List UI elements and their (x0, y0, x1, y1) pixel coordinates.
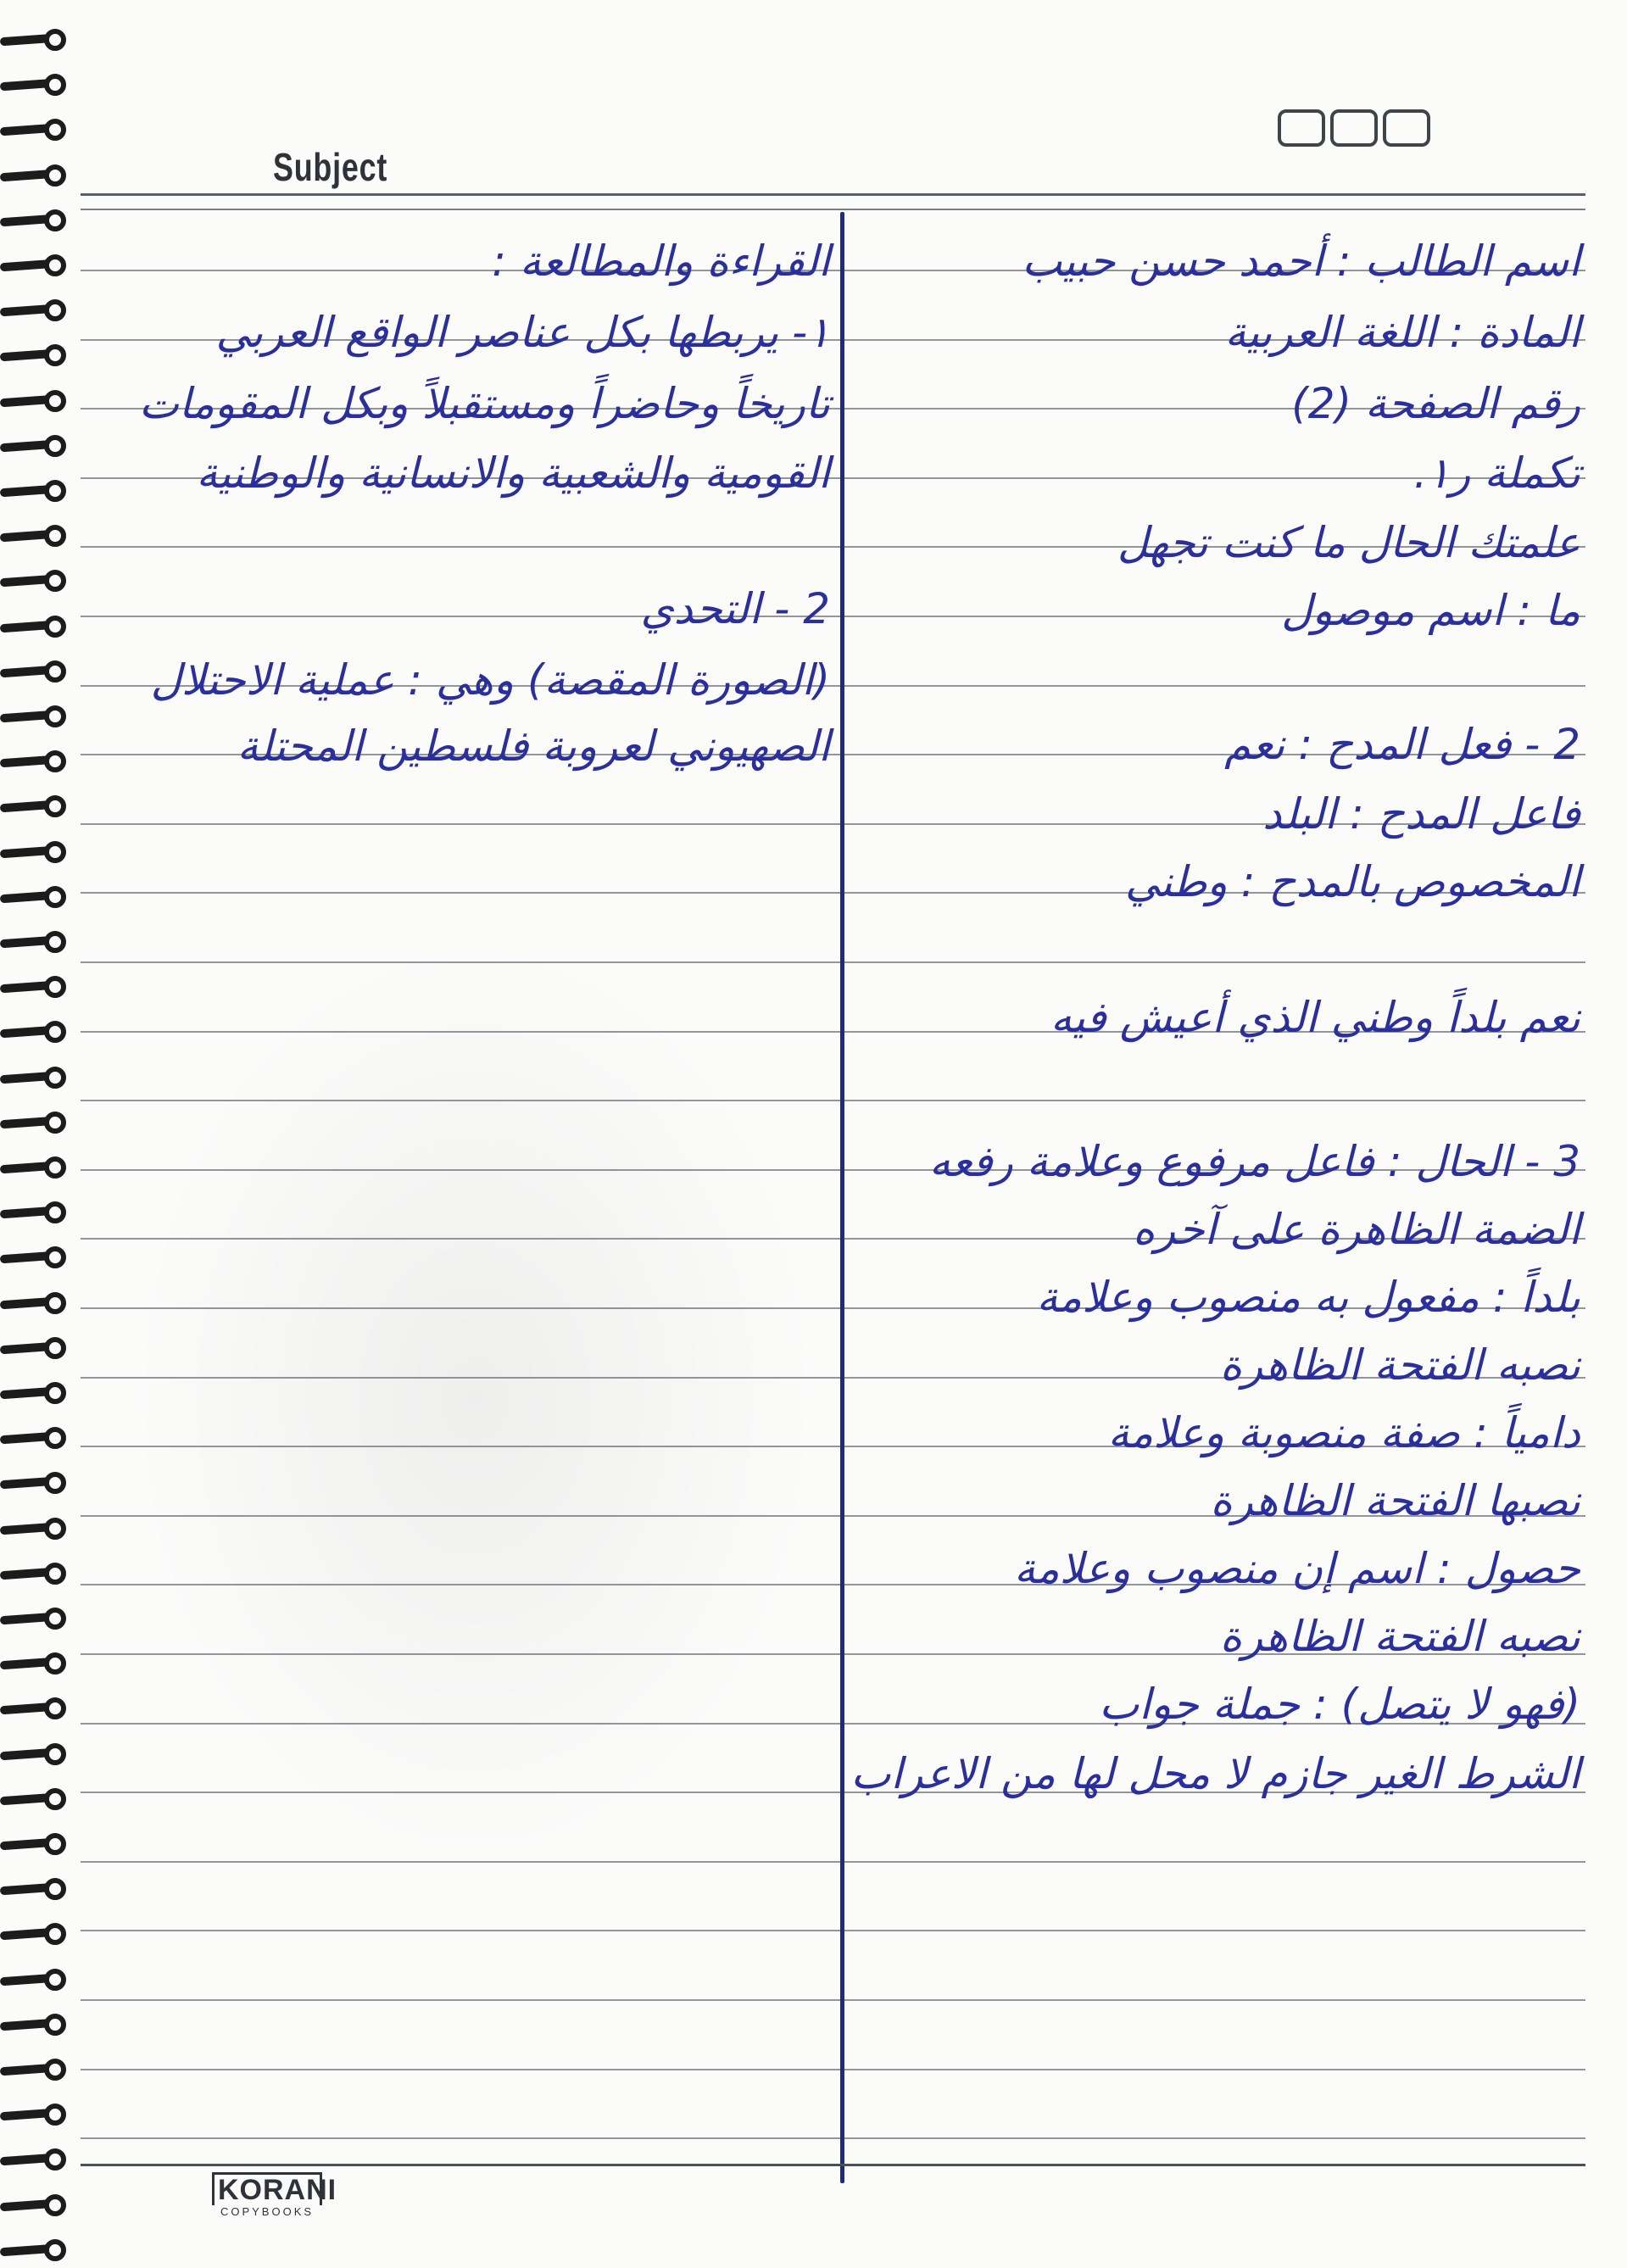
brand-logo (212, 2172, 337, 2225)
spiral-ring (0, 1559, 71, 1588)
spiral-hole (44, 1743, 66, 1765)
right-line-page-number: رقم الصفحة (2) (1291, 379, 1580, 428)
ruled-line (81, 1999, 1585, 2001)
spiral-ring (0, 2010, 71, 2039)
spiral-hole (44, 525, 66, 547)
spiral-ring (0, 1468, 71, 1497)
spiral-hole (44, 435, 66, 457)
spiral-hole (44, 254, 66, 276)
spiral-hole (44, 1156, 66, 1179)
spiral-hole (44, 1518, 66, 1540)
right-line-answer-1: ما : اسم موصول (1281, 586, 1580, 635)
header-rule-secondary (81, 209, 1585, 210)
spiral-ring (0, 1740, 71, 1769)
spiral-hole (44, 2148, 66, 2170)
spiral-hole (44, 705, 66, 727)
spiral-hole (44, 299, 66, 321)
spiral-ring (0, 1694, 71, 1723)
spiral-hole (44, 1472, 66, 1494)
right-line-student-name: اسم الطالب : أحمد حسن حبيب (1022, 237, 1580, 286)
spiral-hole (44, 1969, 66, 1991)
spiral-ring (0, 2145, 71, 2174)
spiral-ring (0, 566, 71, 595)
spiral-hole (44, 1337, 66, 1359)
spiral-hole (44, 164, 66, 187)
spiral-hole (44, 2239, 66, 2261)
spiral-ring (0, 972, 71, 1001)
spiral-hole (44, 1697, 66, 1719)
spiral-ring (0, 1063, 71, 1092)
spiral-ring (0, 521, 71, 550)
spiral-ring (0, 928, 71, 956)
ruled-line (81, 2137, 1585, 2139)
spiral-hole (44, 976, 66, 998)
spiral-hole (44, 390, 66, 412)
spiral-ring (0, 792, 71, 821)
spiral-ring (0, 206, 71, 235)
spiral-ring (0, 702, 71, 731)
right-line-answer-3a: 3 - الحال : فاعل مرفوع وعلامة رفعه (928, 1137, 1580, 1186)
spiral-hole (44, 660, 66, 683)
spiral-hole (44, 841, 66, 863)
right-line-answer-2a: 2 - فعل المدح : نعم (1224, 720, 1580, 769)
right-line-answer-3e: دامياً : صفة منصوبة وعلامة (1107, 1408, 1580, 1457)
spiral-hole (44, 1382, 66, 1404)
spiral-ring (0, 25, 71, 54)
spiral-ring (0, 2236, 71, 2265)
spiral-hole (44, 886, 66, 908)
spiral-ring (0, 476, 71, 505)
spiral-hole (44, 2104, 66, 2126)
spiral-ring (0, 1424, 71, 1452)
spiral-ring (0, 1649, 71, 1678)
spiral-ring (0, 2055, 71, 2084)
right-line-answer-3i: (فهو لا يتصل) : جملة جواب (1099, 1680, 1580, 1729)
spiral-hole (44, 616, 66, 638)
spiral-hole (44, 2059, 66, 2081)
right-line-answer-3h: نصبه الفتحة الظاهرة (1219, 1612, 1580, 1661)
spiral-ring (0, 1198, 71, 1227)
spiral-ring (0, 1830, 71, 1858)
right-line-continuation: تكملة ر١. (1413, 449, 1580, 498)
spiral-ring (0, 1920, 71, 1948)
spiral-hole (44, 1021, 66, 1043)
left-line-4: القومية والشعبية والانسانية والوطنية (196, 449, 830, 498)
spiral-ring (0, 1334, 71, 1362)
spiral-hole (44, 344, 66, 366)
date-box-year (1383, 109, 1430, 147)
spiral-hole (44, 209, 66, 231)
ruled-line (81, 2069, 1585, 2070)
right-line-sentence-1: علمتك الحال ما كنت تجهل (1117, 518, 1580, 567)
spiral-ring (0, 1243, 71, 1272)
spiral-ring (0, 251, 71, 280)
spiral-ring (0, 115, 71, 144)
spiral-ring (0, 1153, 71, 1182)
right-line-answer-3b: الضمة الظاهرة على آخره (1132, 1205, 1580, 1254)
left-line-7: الصهيوني لعروبة فلسطين المحتلة (237, 722, 830, 771)
right-line-answer-2c: المخصوص بالمدح : وطني (1125, 857, 1580, 906)
spiral-hole (44, 750, 66, 772)
subject-label: Subject (273, 145, 388, 189)
spiral-hole (44, 2014, 66, 2036)
spiral-hole (44, 1608, 66, 1630)
left-line-1-heading: القراءة والمطالعة : (492, 237, 830, 286)
spiral-hole (44, 119, 66, 141)
spiral-ring (0, 1875, 71, 1903)
brand-name: KORANI (212, 2172, 322, 2205)
right-line-sentence-2: نعم بلداً وطني الذي أعيش فيه (1050, 993, 1580, 1042)
brand-tagline: COPYBOOKS (220, 2205, 315, 2218)
spiral-hole (44, 795, 66, 817)
right-line-answer-3j: الشرط الغير جازم لا محل لها من الاعراب (850, 1749, 1580, 1798)
right-line-subject: المادة : اللغة العربية (1224, 308, 1580, 357)
spiral-ring (0, 1379, 71, 1407)
spiral-hole (44, 1427, 66, 1449)
spiral-ring (0, 1514, 71, 1543)
bleed-through-shadow (127, 933, 822, 1865)
ruled-line (81, 1861, 1585, 1863)
right-line-answer-3c: بلداً : مفعول به منصوب وعلامة (1036, 1273, 1580, 1322)
right-line-answer-2b: فاعل المدح : البلد (1262, 789, 1580, 839)
spiral-hole (44, 1201, 66, 1223)
spiral-ring (0, 747, 71, 776)
spiral-hole (44, 1923, 66, 1945)
right-line-answer-3d: نصبه الفتحة الظاهرة (1219, 1340, 1580, 1390)
left-line-2: ١- يربطها بكل عناصر الواقع العربي (215, 308, 830, 357)
spiral-ring (0, 883, 71, 911)
spiral-hole (44, 1878, 66, 1900)
spiral-ring (0, 838, 71, 867)
spiral-hole (44, 1292, 66, 1314)
spiral-hole (44, 931, 66, 953)
spiral-hole (44, 570, 66, 592)
header-rule (81, 193, 1585, 196)
ruled-line (81, 961, 1585, 963)
spiral-ring (0, 1289, 71, 1318)
spiral-hole (44, 480, 66, 502)
date-box-month (1330, 109, 1378, 147)
spiral-ring (0, 1965, 71, 1994)
spiral-ring (0, 1017, 71, 1046)
spiral-hole (44, 2194, 66, 2216)
spiral-ring (0, 432, 71, 460)
left-line-5-heading: 2 - التحدي (640, 584, 830, 633)
ruled-line (81, 1100, 1585, 1101)
spiral-ring (0, 2191, 71, 2220)
spiral-ring (0, 70, 71, 99)
spiral-binding (0, 0, 85, 2268)
spiral-ring (0, 1108, 71, 1137)
left-line-3: تاريخاً وحاضراً ومستقبلاً وبكل المقومات (138, 379, 830, 428)
spiral-ring (0, 161, 71, 190)
column-divider (840, 212, 844, 2183)
spiral-hole (44, 1246, 66, 1268)
spiral-hole (44, 1112, 66, 1134)
spiral-hole (44, 1563, 66, 1585)
date-boxes (1278, 109, 1430, 147)
spiral-ring (0, 296, 71, 325)
ruled-line (81, 1930, 1585, 1931)
left-line-6: (الصورة المقصة) وهي : عملية الاحتلال (150, 655, 830, 705)
spiral-hole (44, 1067, 66, 1089)
spiral-hole (44, 1788, 66, 1810)
spiral-ring (0, 2100, 71, 2129)
spiral-ring (0, 387, 71, 415)
right-line-answer-3g: حصول : اسم إن منصوب وعلامة (1014, 1544, 1580, 1593)
spiral-ring (0, 612, 71, 641)
spiral-ring (0, 341, 71, 370)
spiral-ring (0, 1785, 71, 1814)
spiral-ring (0, 657, 71, 686)
spiral-hole (44, 1652, 66, 1675)
spiral-ring (0, 1604, 71, 1633)
date-box-day (1278, 109, 1325, 147)
spiral-hole (44, 1833, 66, 1855)
footer-rule (81, 2164, 1585, 2166)
spiral-hole (44, 74, 66, 96)
right-line-answer-3f: نصبها الفتحة الظاهرة (1210, 1476, 1580, 1525)
spiral-hole (44, 29, 66, 51)
